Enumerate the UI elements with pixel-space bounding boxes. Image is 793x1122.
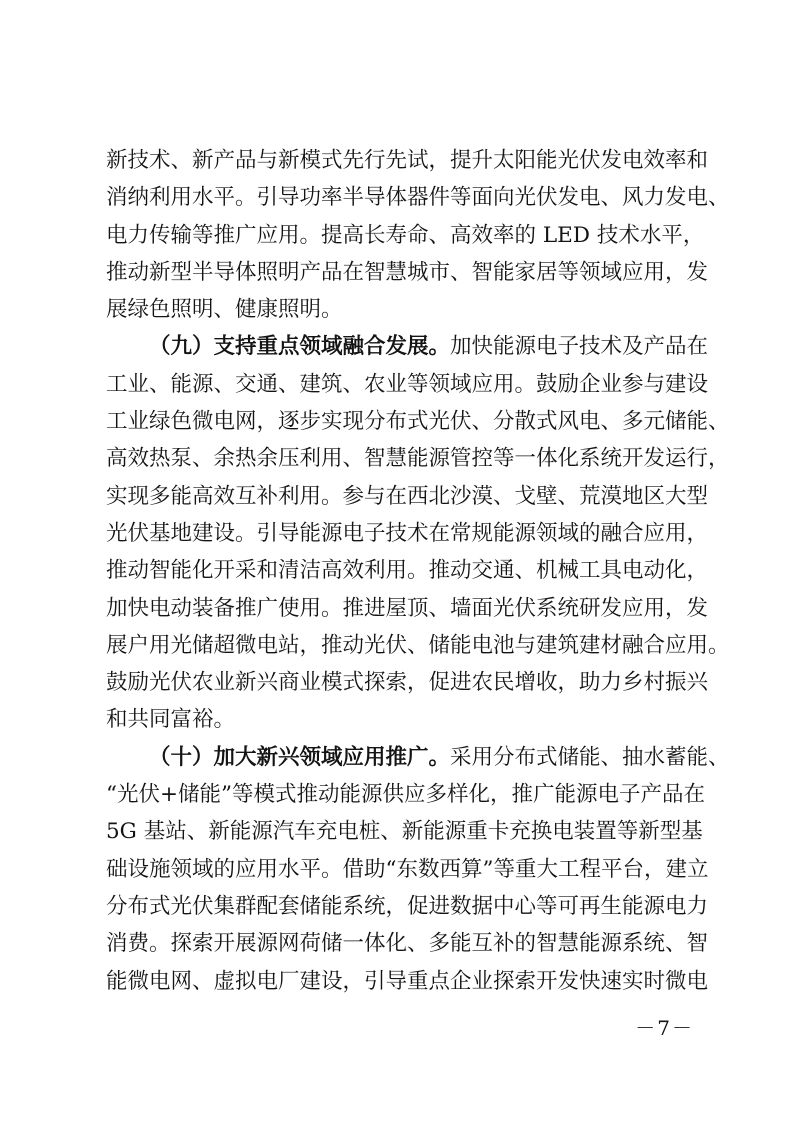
text-line: 光伏基地建设。引导能源电子技术在常规能源领域的融合应用， [106, 520, 709, 546]
text-line: 5G 基站、新能源汽车充电桩、新能源重卡充换电装置等新型基 [106, 819, 703, 845]
text-line: 和共同富裕。 [106, 707, 236, 733]
text-line: 工业绿色微电网，逐步实现分布式光伏、分散式风电、多元储能、 [106, 409, 730, 435]
paragraph-first-line [106, 328, 709, 365]
text-line: 分布式光伏集群配套储能系统，促进数据中心等可再生能源电力 [106, 893, 709, 919]
text-line: 消纳利用水平。引导功率半导体器件等面向光伏发电、风力发电、 [106, 185, 730, 211]
text-line: 展绿色照明、健康照明。 [106, 297, 343, 323]
text-line: 高效热泵、余热余压利用、智慧能源管控等一体化系统开发运行， [106, 446, 730, 472]
text-line: 新技术、新产品与新模式先行先试，提升太阳能光伏发电效率和 [106, 148, 709, 173]
paragraph-first-line [106, 739, 730, 776]
text-line: 推动智能化开采和清洁高效利用。推动交通、机械工具电动化， [106, 558, 709, 584]
text-line: “光伏+储能”等模式推动能源供应多样化，推广能源电子产品在 [106, 782, 706, 808]
text-line: 推动新型半导体照明产品在智慧城市、智能家居等领域应用，发 [106, 259, 709, 285]
text-line: 展户用光储超微电站，推动光伏、储能电池与建筑建材融合应用。 [106, 632, 730, 658]
text-line: 鼓励光伏农业新兴商业模式探索，促进农民增收，助力乡村振兴 [106, 670, 709, 696]
text-segment: 采用分布式储能、抽水蓄能、 [450, 744, 730, 770]
text-line: 消费。探索开展源网荷储一体化、多能互补的智慧能源系统、智 [106, 931, 709, 957]
page-number: －7－ [635, 1016, 694, 1040]
text-line: 电力传输等推广应用。提高长寿命、高效率的 LED 技术水平， [106, 222, 705, 248]
section-heading: （十）加大新兴领域应用推广。 [149, 744, 451, 770]
text-line: 实现多能高效互补利用。参与在西北沙漠、戈壁、荒漠地区大型 [106, 483, 709, 509]
text-line: 能微电网、虚拟电厂建设，引导重点企业探索开发快速实时微电 [106, 968, 709, 994]
text-line: 础设施领域的应用水平。借助“东数西算”等重大工程平台，建立 [106, 856, 709, 882]
body-text [106, 142, 730, 1000]
text-segment: 加快能源电子技术及产品在 [450, 334, 709, 360]
text-line: 工业、能源、交通、建筑、农业等领域应用。鼓励企业参与建设 [106, 371, 709, 397]
section-heading: （九）支持重点领域融合发展。 [149, 334, 451, 360]
text-line: 加快电动装备推广使用。推进屋顶、墙面光伏系统研发应用，发 [106, 595, 709, 621]
